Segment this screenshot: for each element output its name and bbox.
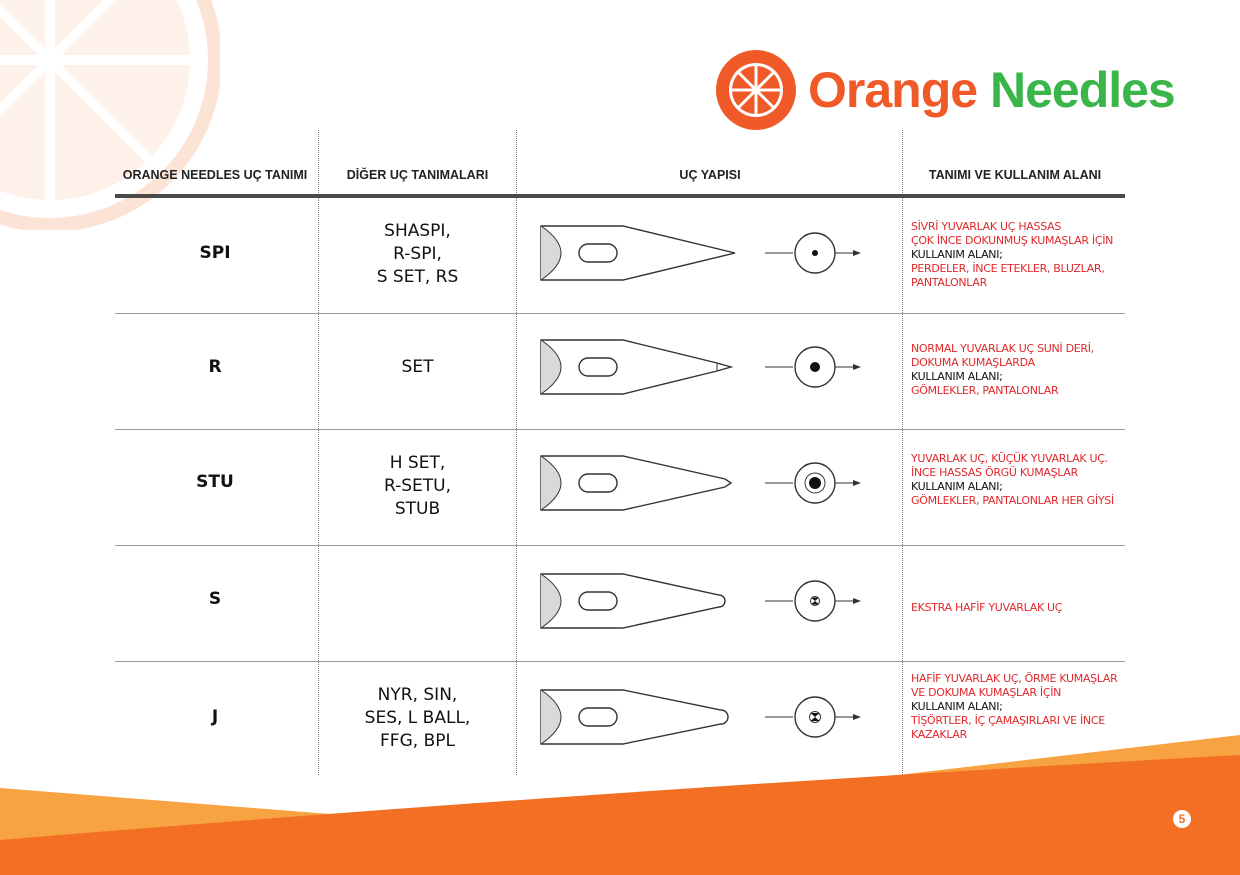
orange-seal-logo-icon	[714, 48, 798, 132]
description-line: NORMAL YUVARLAK UÇ SUNİ DERİ,	[911, 342, 1094, 355]
description	[911, 342, 1151, 398]
table-row	[115, 314, 1125, 429]
table-row	[115, 546, 1125, 661]
brand-logo	[714, 45, 1175, 135]
brand-word-orange: Orange	[808, 62, 978, 118]
other-codes	[320, 452, 515, 521]
other-code: H SET,	[389, 453, 446, 473]
brand-word-needles: Needles	[989, 62, 1175, 118]
needle-cross-section-icon	[765, 347, 861, 387]
header-point-structure: UÇ YAPISI	[679, 168, 741, 182]
usage-label: KULLANIM ALANI;	[911, 248, 1003, 261]
usage-label: KULLANIM ALANI;	[911, 700, 1003, 713]
table-row	[115, 198, 1125, 313]
description-line: GÖMLEKLER, PANTALONLAR	[911, 384, 1059, 397]
description-line: EKSTRA HAFİF YUVARLAK UÇ	[911, 601, 1063, 614]
description-line: İNCE HASSAS ÖRGÜ KUMAŞLAR	[911, 466, 1078, 479]
other-code: SHASPI,	[384, 221, 451, 241]
other-code: R-SPI,	[393, 244, 442, 264]
other-codes	[320, 356, 515, 379]
needle-point-icon	[541, 574, 725, 628]
description-line: SİVRİ YUVARLAK UÇ HASSAS	[911, 220, 1062, 233]
header-description: TANIMI VE KULLANIM ALANI	[928, 168, 1102, 182]
other-code: R-SETU,	[383, 476, 452, 496]
usage-label: KULLANIM ALANI;	[911, 370, 1003, 383]
usage-label: KULLANIM ALANI;	[911, 480, 1003, 493]
description-line: PANTALONLAR	[911, 276, 987, 289]
point-code: J	[211, 707, 219, 727]
description-line: VE DOKUMA KUMAŞLAR İÇİN	[911, 686, 1062, 699]
header-other-codes: DİĞER UÇ TANIMALARI	[346, 168, 489, 182]
point-code: S	[208, 589, 222, 609]
needle-diagram	[535, 218, 875, 294]
needle-diagram	[535, 566, 875, 642]
description-line: PERDELER, İNCE ETEKLER, BLUZLAR,	[911, 262, 1105, 275]
description	[911, 220, 1151, 290]
description-line: TİŞÖRTLER, İÇ ÇAMAŞIRLARI VE İNCE	[911, 714, 1105, 727]
description-line: DOKUMA KUMAŞLARDA	[911, 356, 1035, 369]
description-line: GÖMLEKLER, PANTALONLAR HER GİYSİ	[911, 494, 1114, 507]
description-line: ÇOK İNCE DOKUNMUŞ KUMAŞLAR İÇİN	[911, 234, 1114, 247]
needle-cross-section-icon	[765, 233, 861, 273]
other-code: S SET, RS	[376, 267, 459, 287]
page-number: 5	[1173, 810, 1191, 828]
needle-cross-section-icon	[765, 463, 861, 503]
header-code: ORANGE NEEDLES UÇ TANIMI	[122, 168, 308, 182]
description	[911, 601, 1151, 615]
description-line: YUVARLAK UÇ, KÜÇÜK YUVARLAK UÇ.	[911, 452, 1108, 465]
needle-diagram	[535, 448, 875, 524]
table-row	[115, 430, 1125, 545]
other-codes	[320, 220, 515, 289]
description-line: HAFİF YUVARLAK UÇ, ÖRME KUMAŞLAR	[911, 672, 1118, 685]
description	[911, 452, 1151, 508]
other-code: FFG, BPL	[380, 731, 455, 751]
description-line: KAZAKLAR	[911, 728, 967, 741]
other-code: SES, L BALL,	[364, 708, 471, 728]
other-code: STUB	[394, 499, 441, 519]
point-code: STU	[196, 472, 234, 492]
other-code: SET	[401, 357, 434, 377]
needle-diagram	[535, 332, 875, 408]
other-code: NYR, SIN,	[377, 685, 458, 705]
point-code: R	[208, 357, 222, 377]
point-code: SPI	[199, 243, 231, 263]
brand-name	[808, 61, 1175, 119]
needle-point-icon	[541, 226, 735, 280]
footer-band	[0, 730, 1240, 875]
needle-point-icon	[541, 340, 731, 394]
needle-cross-section-icon	[765, 581, 861, 621]
needle-point-icon	[541, 456, 731, 510]
